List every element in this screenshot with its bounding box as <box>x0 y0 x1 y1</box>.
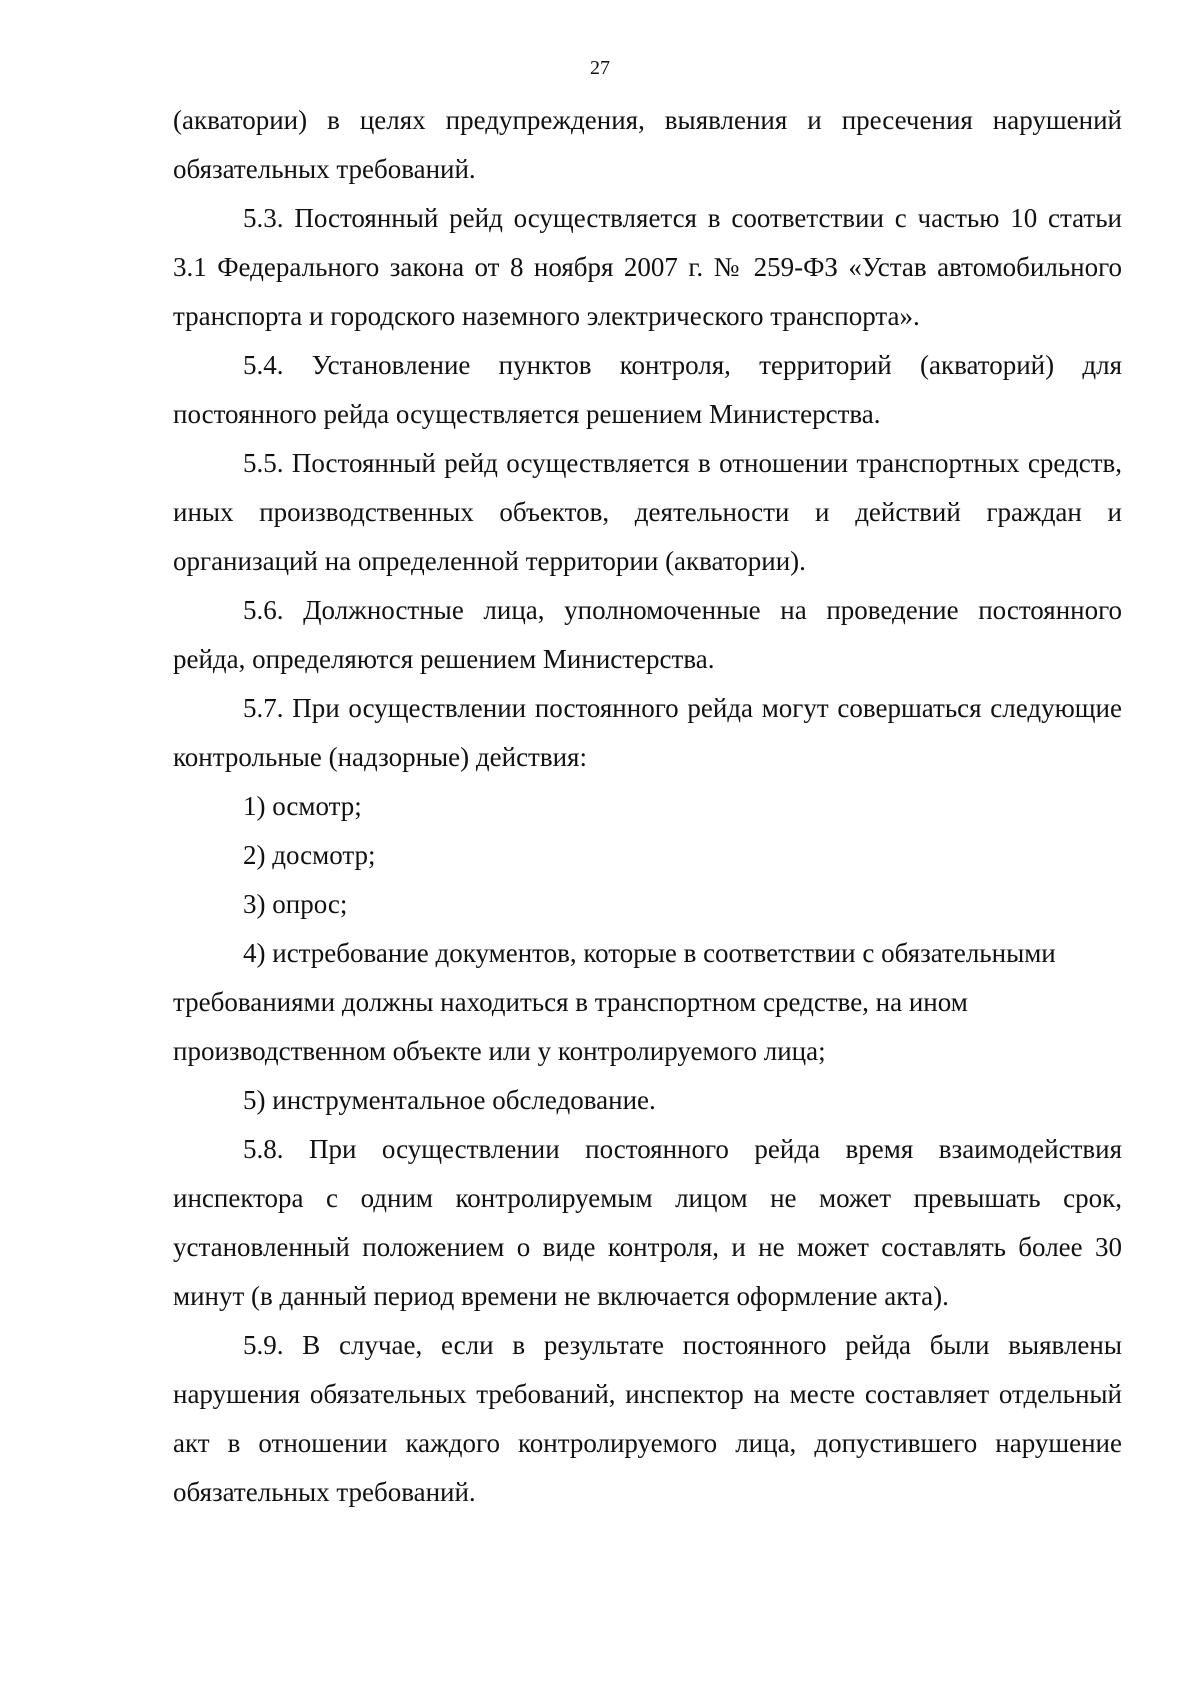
paragraph-5-7: 5.7. При осуществлении постоянного рейда могут совершаться следующие контрольные (надзорные) действия: <box>173 693 1122 772</box>
paragraph-5-8: 5.8. При осуществлении постоянного рейда время взаимодействия инспектора с одним контролируемым лицом не может превышать срок, установленный положением о виде контроля, и не может составлять более 30 минут (в данный период времени не включается оформление акта). <box>173 1134 1122 1311</box>
list-item-documents-line-2: требованиями должны находиться в транспортном средстве, на ином <box>173 987 968 1017</box>
list-item-instrumental-examination: 5) инструментальное обследование. <box>243 1085 656 1115</box>
page-number: 27 <box>590 57 610 79</box>
list-item-search: 2) досмотр; <box>243 840 376 870</box>
paragraph-5-9: 5.9. В случае, если в результате постоянного рейда были выявлены нарушения обязательных требований, инспектор на месте составляет отдельный акт в отношении каждого контролируемого лица, допустившего нарушение обязательных требований. <box>173 1330 1122 1507</box>
paragraph-5-6: 5.6. Должностные лица, уполномоченные на проведение постоянного рейда, определяются решением Министерства. <box>173 595 1122 674</box>
paragraph-5-4: 5.4. Установление пунктов контроля, территорий (акваторий) для постоянного рейда осуществляется решением Министерства. <box>173 350 1122 429</box>
paragraph-5-5: 5.5. Постоянный рейд осуществляется в отношении транспортных средств, иных производственных объектов, деятельности и действий граждан и организаций на определенной территории (акватории). <box>173 448 1122 576</box>
paragraph-5-3: 5.3. Постоянный рейд осуществляется в соответствии с частью 10 статьи 3.1 Федерального закона от 8 ноября 2007 г. № 259-ФЗ «Устав автомобильного транспорта и городского наземного электрического транспорта». <box>173 203 1122 331</box>
list-item-inspection: 1) осмотр; <box>243 791 362 821</box>
list-item-survey: 3) опрос; <box>243 889 348 919</box>
list-item-documents-line-1: 4) истребование документов, которые в соответствии с обязательными <box>243 938 1056 968</box>
list-item-documents-request <box>173 929 1122 1076</box>
document-body <box>173 96 1122 1517</box>
list-item-documents-line-3: производственном объекте или у контролируемого лица; <box>173 1036 826 1066</box>
paragraph-continuation: (акватории) в целях предупреждения, выявления и пресечения нарушений обязательных требований. <box>173 105 1122 184</box>
